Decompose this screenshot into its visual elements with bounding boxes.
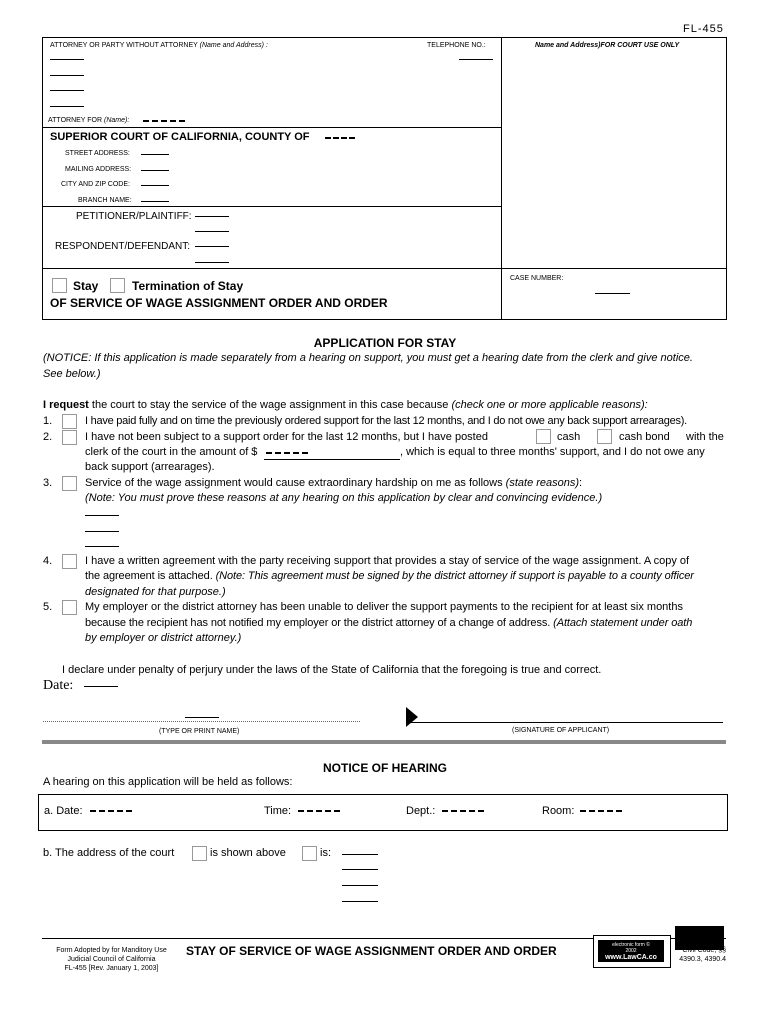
branch-label: BRANCH NAME: <box>78 197 132 204</box>
attorney-name-line-3[interactable] <box>50 90 84 91</box>
respondent-label: RESPONDENT/DEFENDANT: <box>55 241 191 252</box>
street-label: STREET ADDRESS: <box>65 150 130 157</box>
petitioner-label: PETITIONER/PLAINTIFF: <box>76 211 192 222</box>
footer-adoption: Form Adopted by for Manditory Use Judicial Council of California FL-455 [Rev. January 1, 2003] <box>56 947 167 972</box>
date-label: Date: <box>43 678 74 693</box>
form-title: OF SERVICE OF WAGE ASSIGNMENT ORDER AND ORDER <box>50 296 388 310</box>
hearing-dept-field[interactable] <box>442 810 484 812</box>
form-number: FL-455 <box>683 23 724 35</box>
item3-text: Service of the wage assignment would cause extraordinary hardship on me as follows (state reasons): <box>85 477 583 489</box>
notice-line-2: See below.) <box>43 368 101 380</box>
hearing-time-label: Time: <box>264 805 292 817</box>
court-address-line-1[interactable] <box>342 854 378 855</box>
item1-checkbox[interactable] <box>62 414 77 429</box>
hearing-room-label: Room: <box>542 805 575 817</box>
sign-here-arrow-icon <box>406 707 418 727</box>
item3-note: (Note: You must prove these reasons at any hearing on this application by clear and convincing evidence.) <box>85 492 603 504</box>
cash-bond-checkbox[interactable] <box>597 429 612 444</box>
notice-line-1: (NOTICE: If this application is made separately from a hearing on support, you must get a hearing date from the clerk and give notice. <box>43 352 693 364</box>
hardship-line-2[interactable] <box>85 531 119 532</box>
declaration-text: I declare under penalty of perjury under the laws of the State of California that the foregoing is true and correct. <box>62 664 602 676</box>
cash-bond-label: cash bond <box>619 431 670 443</box>
court-address-line-2[interactable] <box>342 869 378 870</box>
item1-text: I have paid fully and on time the previously ordered support for the last 12 months, and I do not owe any back support arrearages). <box>85 415 687 427</box>
telephone-label: TELEPHONE NO.: <box>427 42 486 49</box>
request-line: I request the court to stay the service of the wage assignment in this case because (check one or more applicable reasons): <box>43 399 648 411</box>
respondent-field-1[interactable] <box>195 246 229 247</box>
signature-label: (SIGNATURE OF APPLICANT) <box>512 727 610 734</box>
attorney-label: ATTORNEY OR PARTY WITHOUT ATTORNEY (Name and Address) : <box>50 42 268 49</box>
item3-number: 3. <box>43 477 53 489</box>
item4-line2: the agreement is attached. (Note: This agreement must be signed by the district attorney if support is payable to a county officer <box>85 570 694 582</box>
item3-checkbox[interactable] <box>62 476 77 491</box>
is-label: is: <box>320 847 331 859</box>
attorney-name-line-1[interactable] <box>50 59 84 60</box>
item2-line2-a: clerk of the court in the amount of $ <box>85 446 258 458</box>
shown-above-checkbox[interactable] <box>192 846 207 861</box>
other-address-checkbox[interactable] <box>302 846 317 861</box>
shown-above-label: is shown above <box>210 847 286 859</box>
stay-checkbox[interactable] <box>52 278 67 293</box>
item2-with-the: with the <box>686 431 724 443</box>
hearing-details-box <box>38 794 728 831</box>
court-address-line-4[interactable] <box>342 901 378 902</box>
county-field[interactable] <box>325 137 355 139</box>
applicant-name-field[interactable] <box>185 717 219 718</box>
termination-checkbox[interactable] <box>110 278 125 293</box>
hearing-date-label: a. Date: <box>44 805 83 817</box>
attorney-for-label: ATTORNEY FOR (Name): <box>48 117 130 124</box>
item4-line1: I have a written agreement with the party receiving support that provides a stay of service of the wage assignment. A copy of <box>85 555 690 567</box>
cash-label: cash <box>557 431 581 443</box>
hearing-dept-label: Dept.: <box>406 805 436 817</box>
hardship-line-1[interactable] <box>85 515 119 516</box>
item2-number: 2. <box>43 431 53 443</box>
court-use-label: Name and Address)FOR COURT USE ONLY <box>535 42 680 49</box>
item1-number: 1. <box>43 415 53 427</box>
item4-line3: designated for that purpose.) <box>85 586 226 598</box>
mailing-field[interactable] <box>141 170 169 171</box>
section-divider <box>42 740 726 744</box>
hardship-line-3[interactable] <box>85 546 119 547</box>
branch-field[interactable] <box>141 201 169 202</box>
item2-checkbox[interactable] <box>62 430 77 445</box>
case-number-field[interactable] <box>595 293 630 294</box>
city-field[interactable] <box>141 185 169 186</box>
hearing-time-field[interactable] <box>298 810 340 812</box>
attorney-name-line-4[interactable] <box>50 106 84 107</box>
item2-line2-b: , which is equal to three months' support, and I do not owe any <box>400 446 705 458</box>
item5-checkbox[interactable] <box>62 600 77 615</box>
footer-title: STAY OF SERVICE OF WAGE ASSIGNMENT ORDER AND ORDER <box>186 944 557 958</box>
item2-text: I have not been subject to a support order for the last 12 months, but I have posted <box>85 431 488 443</box>
telephone-field[interactable] <box>459 59 493 60</box>
hearing-heading: NOTICE OF HEARING <box>322 761 447 775</box>
item4-checkbox[interactable] <box>62 554 77 569</box>
application-heading: APPLICATION FOR STAY <box>313 336 457 350</box>
item5-number: 5. <box>43 601 53 613</box>
court-address-line-3[interactable] <box>342 885 378 886</box>
stay-label: Stay <box>73 279 99 293</box>
attorney-for-field[interactable] <box>143 120 185 122</box>
attorney-name-line-2[interactable] <box>50 75 84 76</box>
item2-line3: back support (arrearages). <box>85 461 215 473</box>
cash-checkbox[interactable] <box>536 429 551 444</box>
termination-label: Termination of Stay <box>132 279 244 293</box>
item4-number: 4. <box>43 555 53 567</box>
hearing-intro: A hearing on this application will be held as follows: <box>43 776 293 788</box>
mailing-label: MAILING ADDRESS: <box>65 166 132 173</box>
civil-code-ref: Civil Code, §§ 4390.3, 4390.4 <box>679 947 726 963</box>
city-label: CITY AND ZIP CODE: <box>61 181 130 188</box>
bond-amount-field[interactable] <box>264 459 400 460</box>
court-title: SUPERIOR COURT OF CALIFORNIA, COUNTY OF <box>50 131 310 143</box>
caption-box <box>42 37 727 320</box>
signature-field[interactable] <box>408 722 723 723</box>
petitioner-field-1[interactable] <box>195 216 229 217</box>
electronic-form-stamp: electronic form © 2002 www.LawCA.co <box>593 935 671 968</box>
court-address-label: b. The address of the court <box>43 847 175 859</box>
type-name-label: (TYPE OR PRINT NAME) <box>159 728 240 735</box>
case-number-label: CASE NUMBER: <box>510 275 564 282</box>
hearing-room-field[interactable] <box>580 810 622 812</box>
item5-line2: because the recipient has not notified my employer or the district attorney of a change of address. (Attach statement under oath <box>85 617 693 629</box>
petitioner-field-2[interactable] <box>195 231 229 232</box>
item5-line1: My employer or the district attorney has been unable to deliver the support payments to the recipient for at least six months <box>85 601 683 613</box>
respondent-field-2[interactable] <box>195 262 229 263</box>
street-field[interactable] <box>141 154 169 155</box>
hearing-date-field[interactable] <box>90 810 132 812</box>
declaration-date-field[interactable] <box>84 686 118 687</box>
item5-line3: by employer or district attorney.) <box>85 632 242 644</box>
